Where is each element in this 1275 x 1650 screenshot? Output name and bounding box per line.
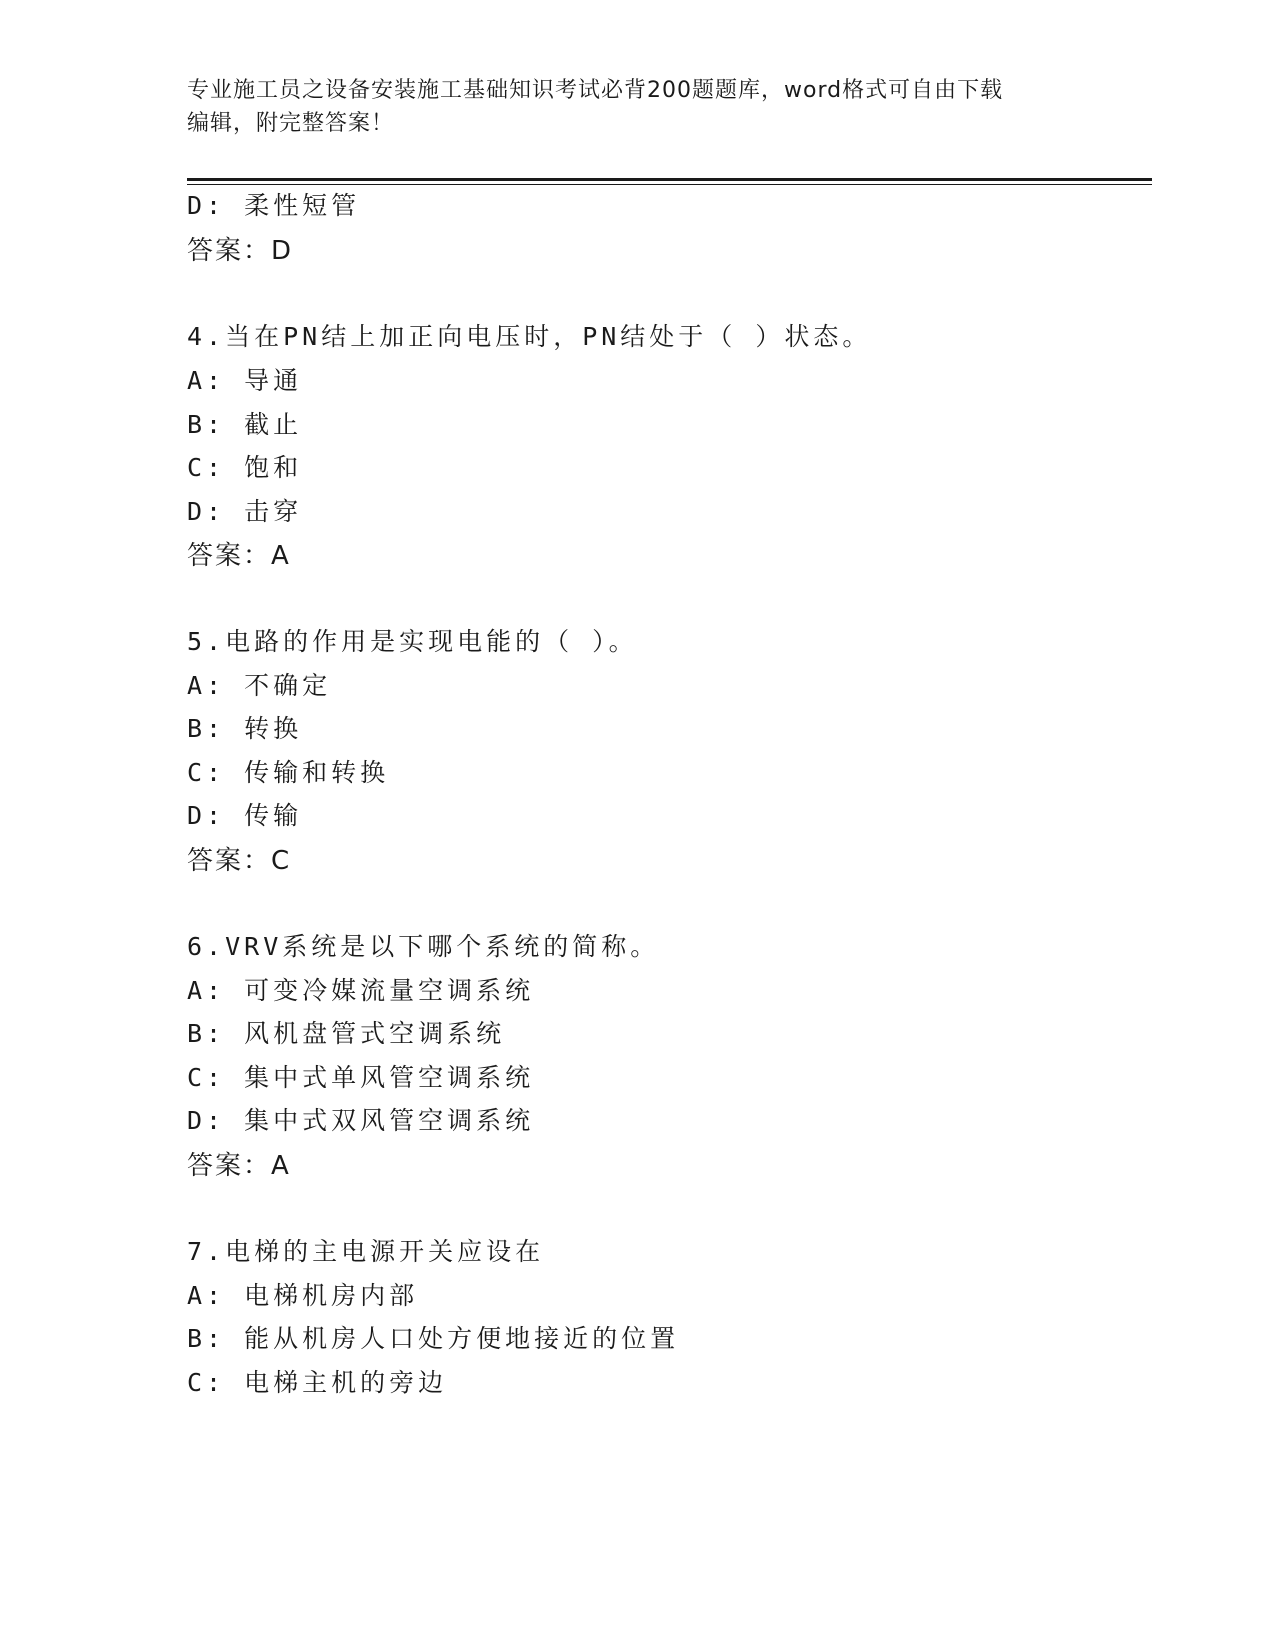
q4-answer: 答案：A	[187, 541, 291, 571]
q6-option-a: A: 可变冷媒流量空调系统	[187, 976, 535, 1005]
q5-option-a: A: 不确定	[187, 671, 332, 700]
q6-answer: 答案：A	[187, 1151, 291, 1181]
q6-question: 6.VRV系统是以下哪个系统的简称。	[187, 932, 660, 961]
document-header	[187, 74, 1067, 140]
q5-option-d: D: 传输	[187, 801, 303, 830]
q6-option-b: B: 风机盘管式空调系统	[187, 1019, 506, 1048]
q3-option-d: D: 柔性短管	[187, 191, 361, 220]
q7-question: 7.电梯的主电源开关应设在	[187, 1237, 545, 1266]
q5-option-b: B: 转换	[187, 714, 303, 743]
q5-option-c: C: 传输和转换	[187, 758, 390, 787]
q7-option-a: A: 电梯机房内部	[187, 1281, 419, 1310]
header-divider-thin	[187, 184, 1152, 185]
header-title-line-1: 专业施工员之设备安装施工基础知识考试必背200题题库，word格式可自由下载	[187, 78, 1004, 103]
q5-question: 5.电路的作用是实现电能的（ ）。	[187, 627, 638, 656]
q4-question: 4.当在PN结上加正向电压时，PN结处于（ ）状态。	[187, 322, 872, 351]
q3-answer: 答案：D	[187, 236, 294, 266]
q4-option-a: A: 导通	[187, 366, 303, 395]
q7-option-b: B: 能从机房人口处方便地接近的位置	[187, 1324, 680, 1353]
q5-answer: 答案：C	[187, 846, 292, 876]
q6-option-d: D: 集中式双风管空调系统	[187, 1106, 535, 1135]
q7-option-c: C: 电梯主机的旁边	[187, 1368, 448, 1397]
q6-option-c: C: 集中式单风管空调系统	[187, 1063, 535, 1092]
header-divider-thick	[187, 178, 1152, 181]
q4-option-c: C: 饱和	[187, 453, 303, 482]
q4-option-b: B: 截止	[187, 410, 303, 439]
q4-option-d: D: 击穿	[187, 497, 303, 526]
header-title-line-2: 编辑，附完整答案！	[187, 111, 395, 136]
